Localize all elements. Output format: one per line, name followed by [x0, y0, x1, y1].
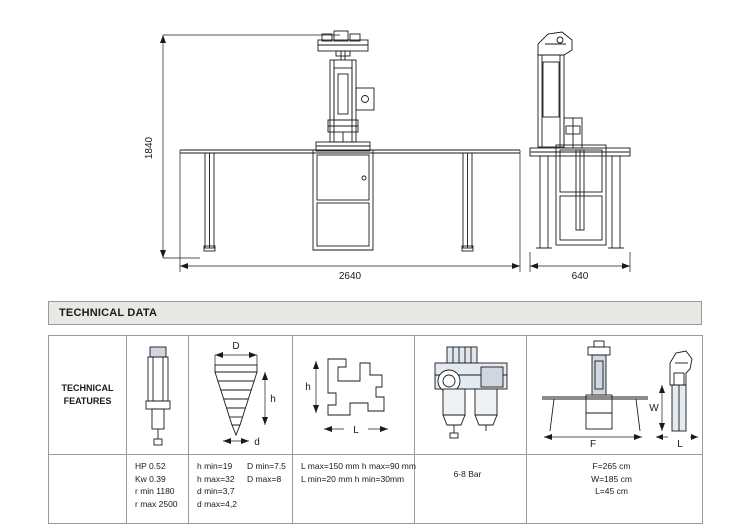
- side-view: [530, 32, 630, 272]
- profile-values-cell: [293, 455, 415, 524]
- machine-dim-L-label: L: [676, 439, 683, 450]
- motor-unit-icon: [127, 336, 188, 454]
- machine-overview-icon: [527, 336, 702, 454]
- profile-value-min: L min=20 mm h min=30mm: [301, 473, 405, 484]
- machine-value-F: F=265 cm: [592, 461, 631, 471]
- screw-dim-d-label: d: [253, 437, 260, 448]
- machine-dim-W-label: W: [648, 403, 659, 414]
- screw-dim-D-label: D: [231, 341, 240, 352]
- air-filter-regulator-icon: [415, 336, 526, 454]
- feature-label-cell: [49, 336, 127, 455]
- table-row-values: [49, 455, 703, 524]
- machine-body: [313, 31, 374, 250]
- width-dimension-label: 2640: [338, 271, 362, 282]
- screw-value-Dmin: D min=7.5: [246, 461, 286, 471]
- screw-value-dmax: d max=4,2: [197, 498, 237, 509]
- machine-value-W: W=185 cm: [591, 473, 632, 484]
- technical-data-table: [48, 335, 703, 524]
- screw-values-cell: [189, 455, 293, 524]
- air-icon-cell: [415, 336, 527, 455]
- profile-dim-h-label: h: [304, 382, 311, 393]
- motor-values-cell: [127, 455, 189, 524]
- profile-section-icon: [293, 336, 414, 454]
- technical-data-title: TECHNICAL DATA: [59, 307, 158, 319]
- motor-value-rmin: r min 1180: [135, 486, 175, 496]
- air-value-pressure: 6-8 Bar: [453, 469, 482, 479]
- motor-value-rmax: r max 2500: [135, 498, 178, 509]
- air-values-cell: [415, 455, 527, 524]
- profile-icon-cell: [293, 336, 415, 455]
- screw-value-hmax: h max=32: [197, 473, 235, 484]
- screw-value-hmin: h min=19: [197, 461, 233, 471]
- profile-value-max: L max=150 mm h max=90 mm: [301, 461, 416, 471]
- screw-value-Dmax: D max=8: [246, 473, 282, 484]
- machine-value-L: L=45 cm: [595, 486, 628, 496]
- machine-dim-F-label: F: [589, 439, 596, 450]
- bench-outline: [180, 150, 520, 251]
- side-width-dimension-label: 640: [571, 271, 589, 282]
- screw-value-dmin: d min=3,7: [197, 486, 235, 496]
- screw-dim-h-label: h: [269, 394, 276, 405]
- feature-label-line1: TECHNICAL: [61, 383, 114, 393]
- screw-icon: [189, 336, 292, 454]
- height-dimension-label: 1840: [144, 136, 155, 160]
- machine-values-cell: [527, 455, 703, 524]
- table-row-icons: [49, 336, 703, 455]
- profile-dim-L-label: L: [352, 425, 359, 436]
- technical-data-banner: [48, 301, 702, 325]
- machine-icon-cell: [527, 336, 703, 455]
- feature-values-empty-cell: [49, 455, 127, 524]
- screw-icon-cell: [189, 336, 293, 455]
- feature-label-line2: FEATURES: [63, 396, 112, 406]
- motor-value-hp: HP 0.52: [135, 461, 166, 471]
- motor-icon-cell: [127, 336, 189, 455]
- motor-value-kw: Kw 0.39: [135, 473, 166, 484]
